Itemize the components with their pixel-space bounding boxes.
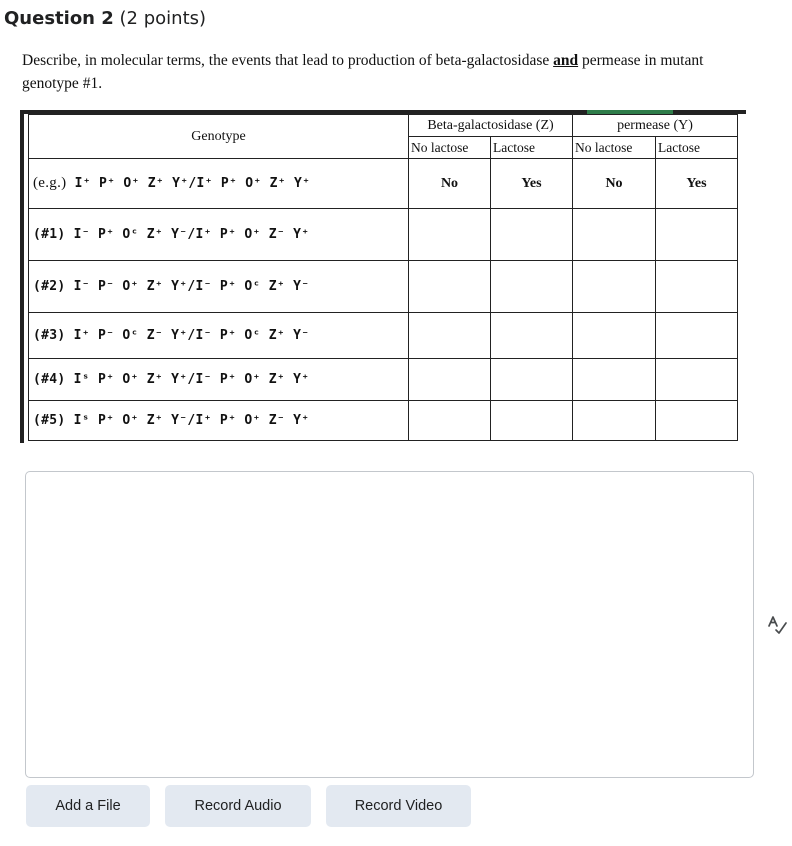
table-row — [29, 159, 738, 209]
value-cell — [409, 209, 491, 261]
table-row — [29, 261, 738, 313]
value-cell: No — [573, 159, 656, 209]
genotype-header: Genotype — [29, 115, 409, 159]
genotype-cell: (#1) I⁻ P⁺ Oᶜ Z⁺ Y⁻/I⁺ P⁺ O⁺ Z⁻ Y⁺ — [29, 209, 409, 261]
beta-gal-header: Beta-galactosidase (Z) — [409, 115, 573, 137]
question-points: (2 points) — [119, 8, 207, 29]
prompt-text-1: Describe, in molecular terms, the events that lead to production of beta-galactosidase — [22, 52, 554, 69]
value-cell — [409, 359, 491, 401]
value-cell — [573, 261, 656, 313]
genotype-cell: (e.g.) I⁺ P⁺ O⁺ Z⁺ Y⁺/I⁺ P⁺ O⁺ Z⁺ Y⁺ — [29, 159, 409, 209]
subheader-y-lactose: Lactose — [656, 137, 738, 159]
value-cell — [491, 261, 573, 313]
genotype-cell: (#5) Iˢ P⁺ O⁺ Z⁺ Y⁻/I⁺ P⁺ O⁺ Z⁻ Y⁺ — [29, 401, 409, 441]
permease-header: permease (Y) — [573, 115, 738, 137]
table-row — [29, 359, 738, 401]
value-cell — [656, 401, 738, 441]
value-cell — [656, 261, 738, 313]
value-cell: Yes — [491, 159, 573, 209]
genotype-cell: (#4) Iˢ P⁺ O⁺ Z⁺ Y⁺/I⁻ P⁺ O⁺ Z⁺ Y⁺ — [29, 359, 409, 401]
value-cell — [491, 209, 573, 261]
value-cell — [491, 359, 573, 401]
value-cell — [491, 313, 573, 359]
value-cell — [409, 313, 491, 359]
value-cell — [409, 261, 491, 313]
value-cell: Yes — [656, 159, 738, 209]
value-cell — [656, 313, 738, 359]
value-cell — [656, 209, 738, 261]
spellcheck-icon[interactable] — [765, 612, 789, 636]
subheader-z-lactose: Lactose — [491, 137, 573, 159]
subheader-z-no-lactose: No lactose — [409, 137, 491, 159]
prompt-text-2: permease in mutant genotype #1. — [22, 52, 704, 92]
value-cell — [573, 209, 656, 261]
genotype-cell: (#2) I⁻ P⁻ O⁺ Z⁺ Y⁺/I⁻ P⁺ Oᶜ Z⁺ Y⁻ — [29, 261, 409, 313]
table-row — [29, 401, 738, 441]
question-prompt — [22, 49, 742, 95]
table-left-border — [20, 110, 24, 443]
table-row — [29, 209, 738, 261]
answer-textarea[interactable] — [25, 471, 754, 778]
value-cell: No — [409, 159, 491, 209]
value-cell — [409, 401, 491, 441]
genotype-table-image — [20, 110, 746, 443]
value-cell — [573, 401, 656, 441]
value-cell — [573, 359, 656, 401]
record-audio-button[interactable]: Record Audio — [165, 785, 311, 827]
subheader-y-no-lactose: No lactose — [573, 137, 656, 159]
genotype-cell: (#3) I⁺ P⁻ Oᶜ Z⁻ Y⁺/I⁻ P⁺ Oᶜ Z⁺ Y⁻ — [29, 313, 409, 359]
record-video-button[interactable]: Record Video — [326, 785, 471, 827]
value-cell — [491, 401, 573, 441]
genotype-table — [28, 114, 738, 441]
question-title — [4, 8, 206, 29]
value-cell — [656, 359, 738, 401]
value-cell — [573, 313, 656, 359]
add-file-button[interactable]: Add a File — [26, 785, 150, 827]
question-number: Question 2 — [4, 8, 114, 29]
table-row — [29, 313, 738, 359]
prompt-emphasis: and — [553, 52, 579, 69]
